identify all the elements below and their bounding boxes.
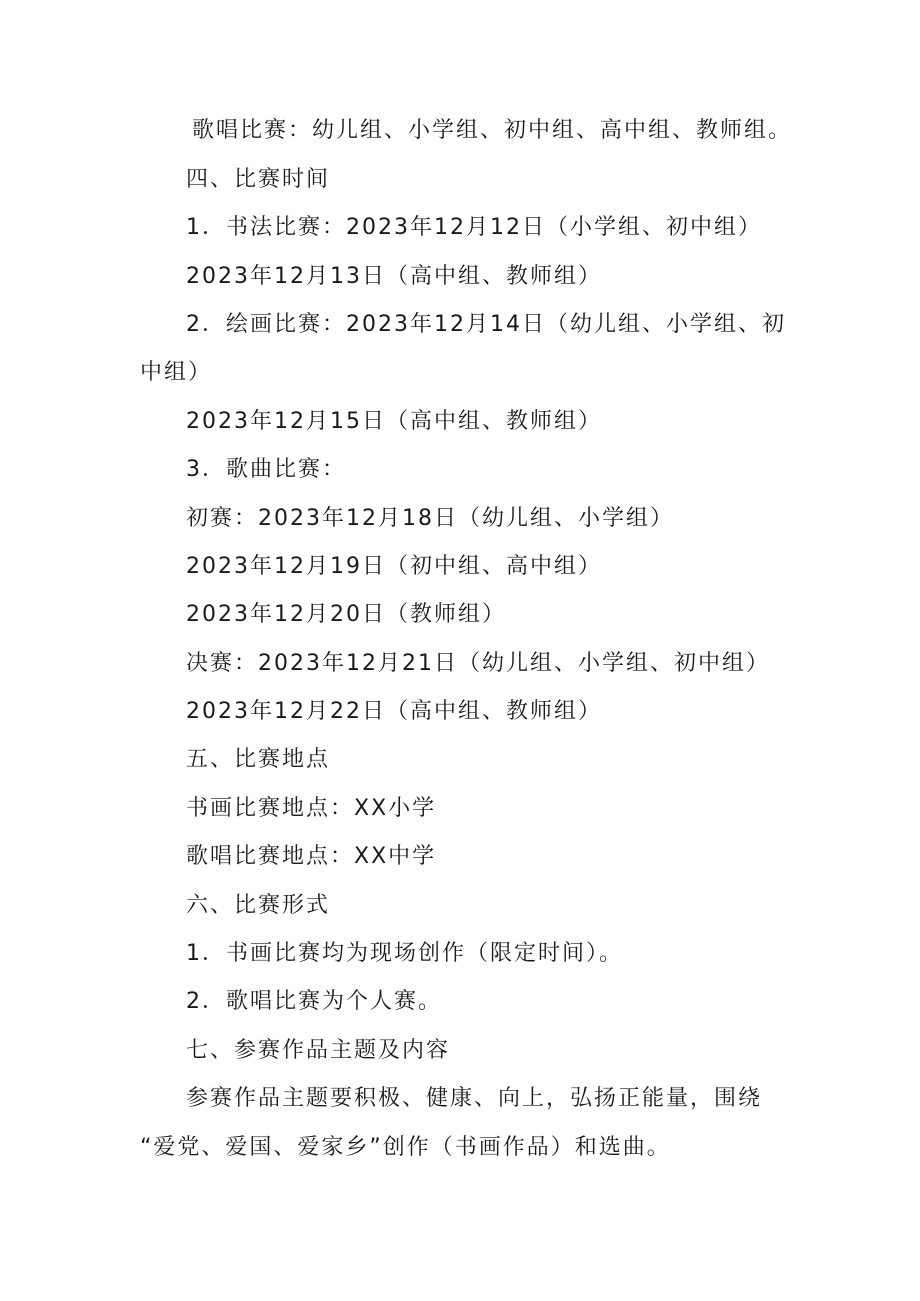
- theme-paragraph-line-2: “爱党、爱国、爱家乡”创作（书画作品）和选曲。: [140, 1135, 671, 1160]
- section-heading-theme: 七、参赛作品主题及内容: [186, 1038, 451, 1063]
- preliminary-schedule-line: 初赛：2023年12月18日（幼儿组、小学组）: [186, 506, 674, 531]
- singing-groups-line: 歌唱比赛：幼儿组、小学组、初中组、高中组、教师组。: [192, 118, 793, 143]
- painting-schedule-line: 2．绘画比赛：2023年12月14日（幼儿组、小学组、初: [186, 312, 786, 337]
- theme-paragraph-line-1: 参赛作品主题要积极、健康、向上，弘扬正能量，围绕: [186, 1086, 763, 1111]
- format-item-1: 1．书画比赛均为现场创作（限定时间）。: [186, 941, 623, 966]
- calligraphy-schedule-line: 1．书法比赛：2023年12月12日（小学组、初中组）: [186, 215, 762, 240]
- song-competition-heading: 3．歌曲比赛：: [186, 457, 346, 482]
- calligraphy-schedule-line-2: 2023年12月13日（高中组、教师组）: [186, 264, 602, 289]
- final-schedule-line: 决赛：2023年12月21日（幼儿组、小学组、初中组）: [186, 651, 770, 676]
- section-heading-format: 六、比赛形式: [186, 893, 331, 918]
- section-heading-competition-time: 四、比赛时间: [186, 167, 331, 192]
- format-item-2: 2．歌唱比赛为个人赛。: [186, 989, 442, 1014]
- section-heading-venue: 五、比赛地点: [186, 747, 331, 772]
- final-schedule-line-2: 2023年12月22日（高中组、教师组）: [186, 699, 602, 724]
- painting-schedule-line-wrap: 中组）: [140, 360, 213, 385]
- preliminary-schedule-line-3: 2023年12月20日（教师组）: [186, 602, 506, 627]
- calligraphy-painting-venue: 书画比赛地点：XX小学: [186, 796, 437, 821]
- preliminary-schedule-line-2: 2023年12月19日（初中组、高中组）: [186, 554, 602, 579]
- singing-venue: 歌唱比赛地点：XX中学: [186, 844, 437, 869]
- painting-schedule-line-2: 2023年12月15日（高中组、教师组）: [186, 409, 602, 434]
